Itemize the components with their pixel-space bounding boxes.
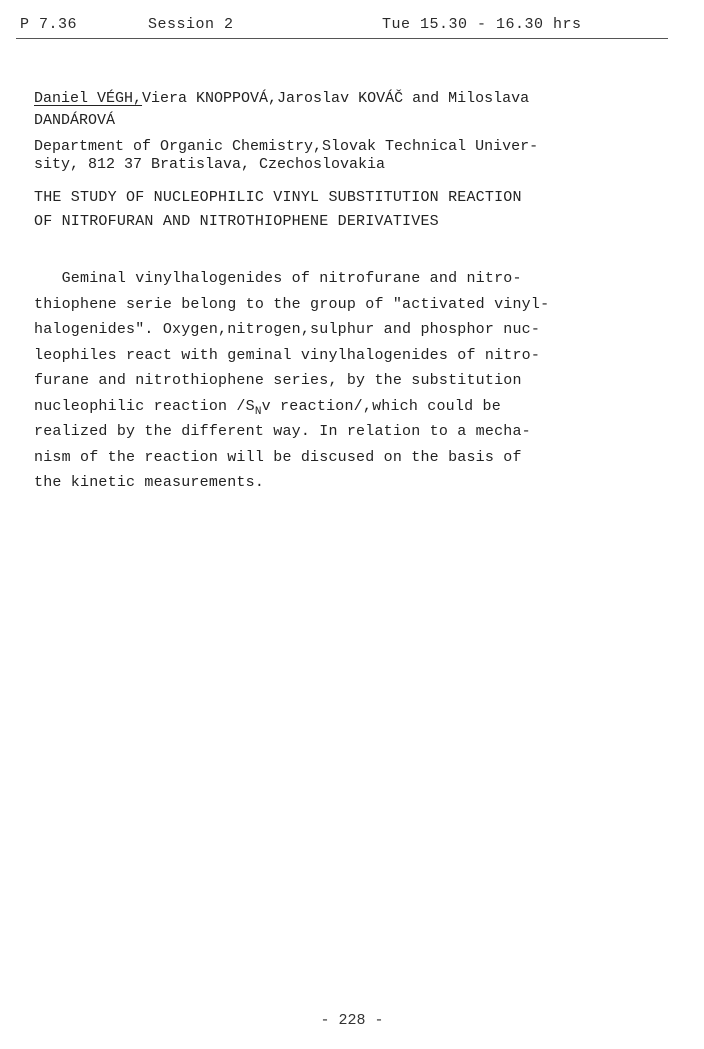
presenting-author: Daniel VÉGH, (34, 90, 143, 107)
abstract-line-4: leophiles react with geminal vinylhalogenides of nitro- (34, 346, 541, 364)
paper-code: P 7.36 (20, 16, 78, 33)
affiliation-line-1: Department of Organic Chemistry,Slovak Technical Univer- (34, 138, 539, 155)
abstract-line-6-start: nucleophilic reaction /S (34, 397, 255, 415)
abstract-line-6 (34, 397, 501, 418)
co-authors-continued: DANDÁROVÁ (34, 112, 116, 129)
session-time: Tue 15.30 - 16.30 hrs (382, 16, 582, 33)
author-list (34, 88, 654, 132)
abstract-line-2: thiophene serie belong to the group of "activated vinyl- (34, 295, 550, 313)
title-line-1: THE STUDY OF NUCLEOPHILIC VINYL SUBSTITUTION REACTION (34, 189, 522, 206)
subscript-n: N (254, 405, 262, 418)
affiliation-line-2: sity, 812 37 Bratislava, Czechoslovakia (34, 156, 386, 173)
abstract-line-9: the kinetic measurements. (34, 474, 265, 491)
abstract-line-5: furane and nitrothiophene series, by the substitution (34, 372, 522, 389)
abstract-body (34, 266, 654, 496)
abstract-line-3: halogenides". Oxygen,nitrogen,sulphur and phosphor nuc- (34, 321, 541, 338)
header-rule (16, 38, 668, 39)
abstract-line-7: realized by the different way. In relation to a mecha- (34, 423, 531, 440)
paper-title (34, 186, 654, 234)
co-authors: Viera KNOPPOVÁ,Jaroslav KOVÁČ and Miloslava (142, 90, 530, 107)
affiliation (34, 138, 654, 174)
abstract-line-1: Geminal vinylhalogenides of nitrofurane and nitro- (34, 270, 522, 287)
title-line-2: OF NITROFURAN AND NITROTHIOPHENE DERIVATIVES (34, 213, 439, 230)
page-number: - 228 - (320, 1012, 384, 1029)
page-header (18, 16, 668, 38)
session-label: Session 2 (148, 16, 234, 33)
abstract-line-6-end: v reaction/,which could be (261, 397, 501, 415)
abstract-line-8: nism of the reaction will be discused on the basis of (34, 448, 522, 466)
